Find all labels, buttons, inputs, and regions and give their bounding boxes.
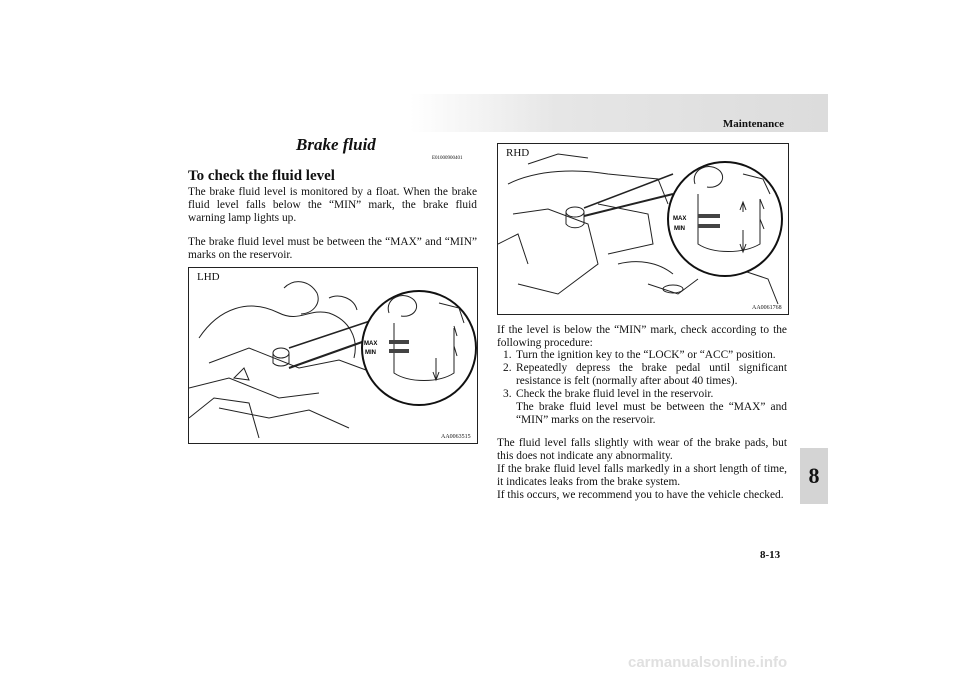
step-text: Repeatedly depress the brake pedal until significant resistance is felt (normally after about 40 times). bbox=[516, 362, 787, 387]
lhd-engine-illustration bbox=[189, 268, 477, 443]
step-number: 1. bbox=[503, 349, 512, 361]
step-text: Turn the ignition key to the “LOCK” or “ACC” position. bbox=[516, 349, 776, 361]
wear-paragraph: The fluid level falls slightly with wear of the brake pads, but this does not indicate any abnormality. bbox=[497, 437, 787, 462]
section-code: E01000900401 bbox=[432, 156, 463, 161]
chapter-tab: 8 bbox=[800, 448, 828, 504]
rhd-figure-id: AA0061768 bbox=[752, 305, 782, 311]
watermark: carmanualsonline.info bbox=[628, 654, 788, 671]
step-item bbox=[497, 388, 787, 427]
step-item bbox=[497, 349, 787, 362]
lhd-label: LHD bbox=[197, 271, 220, 283]
step-note: The brake fluid level must be between the “MAX” and “MIN” marks on the reservoir. bbox=[516, 401, 787, 426]
step-item bbox=[497, 362, 787, 388]
procedure-intro: If the level is below the “MIN” mark, check according to the following procedure: bbox=[497, 324, 787, 349]
rhd-max-label: MAX bbox=[673, 216, 687, 222]
rhd-min-label: MIN bbox=[674, 226, 685, 232]
section-title: Maintenance bbox=[722, 118, 784, 130]
subheading: To check the fluid level bbox=[188, 168, 335, 184]
leak-paragraph: If the brake fluid level falls markedly in a short length of time, it indicates leaks from the brake system. bbox=[497, 463, 787, 488]
level-paragraph: The brake fluid level must be between the “MAX” and “MIN” marks on the reservoir. bbox=[188, 236, 477, 261]
lhd-min-label: MIN bbox=[365, 350, 376, 356]
step-text: Check the brake fluid level in the reservoir. bbox=[516, 388, 714, 400]
rhd-label: RHD bbox=[506, 147, 530, 159]
page-number: 8-13 bbox=[760, 549, 781, 561]
lhd-figure bbox=[188, 267, 478, 444]
rhd-figure bbox=[497, 143, 789, 315]
step-number: 2. bbox=[503, 362, 512, 374]
recommend-paragraph: If this occurs, we recommend you to have the vehicle checked. bbox=[497, 489, 784, 501]
step-number: 3. bbox=[503, 388, 512, 400]
rhd-engine-illustration bbox=[498, 144, 788, 314]
page-title: Brake fluid bbox=[296, 135, 376, 154]
lhd-max-label: MAX bbox=[364, 341, 378, 347]
lhd-figure-id: AA0063515 bbox=[441, 434, 471, 440]
intro-paragraph: The brake fluid level is monitored by a float. When the brake fluid level falls below the “MIN” mark, the brake fluid warning lamp lights up. bbox=[188, 186, 477, 224]
procedure-steps bbox=[497, 349, 787, 427]
